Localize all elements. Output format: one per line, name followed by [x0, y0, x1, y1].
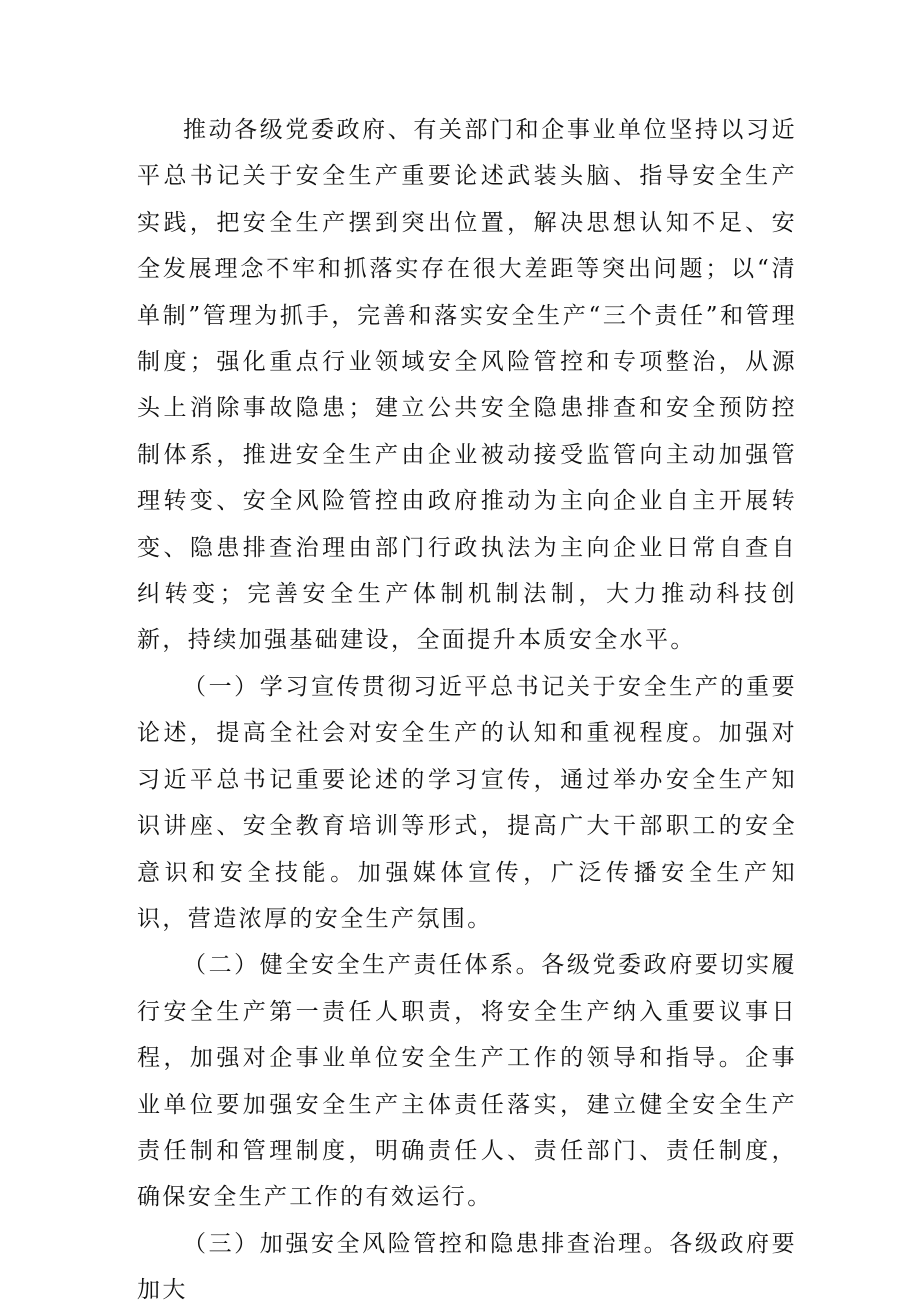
- paragraph-section-2: （二）健全安全生产责任体系。各级党委政府要切实履行安全生产第一责任人职责，将安全生产纳入重要议事日程，加强对企事业单位安全生产工作的领导和指导。企事业单位要加强安全生产主体责任落实，建立健全安全生产责任制和管理制度，明确责任人、责任部门、责任制度，确保安全生产工作的有效运行。: [137, 952, 797, 1211]
- paragraph-section-1: （一）学习宣传贯彻习近平总书记关于安全生产的重要论述，提高全社会对安全生产的认知和重视程度。加强对习近平总书记重要论述的学习宣传，通过举办安全生产知识讲座、安全教育培训等形式，提高广大干部职工的安全意识和安全技能。加强媒体宣传，广泛传播安全生产知识，营造浓厚的安全生产氛围。: [137, 673, 797, 932]
- document-body: [137, 107, 797, 1314]
- paragraph-section-3: （三）加强安全风险管控和隐患排查治理。各级政府要加大: [137, 1230, 797, 1304]
- paragraph-intro: 推动各级党委政府、有关部门和企事业单位坚持以习近平总书记关于安全生产重要论述武装头脑、指导安全生产实践，把安全生产摆到突出位置，解决思想认知不足、安全发展理念不牢和抓落实存在很大差距等突出问题；以“清单制”管理为抓手，完善和落实安全生产“三个责任”和管理制度；强化重点行业领域安全风险管控和专项整治，从源头上消除事故隐患；建立公共安全隐患排查和安全预防控制体系，推进安全生产由企业被动接受监管向主动加强管理转变、安全风险管控由政府推动为主向企业自主开展转变、隐患排查治理由部门行政执法为主向企业日常自查自纠转变；完善安全生产体制机制法制，大力推动科技创新，持续加强基础建设，全面提升本质安全水平。: [137, 117, 797, 654]
